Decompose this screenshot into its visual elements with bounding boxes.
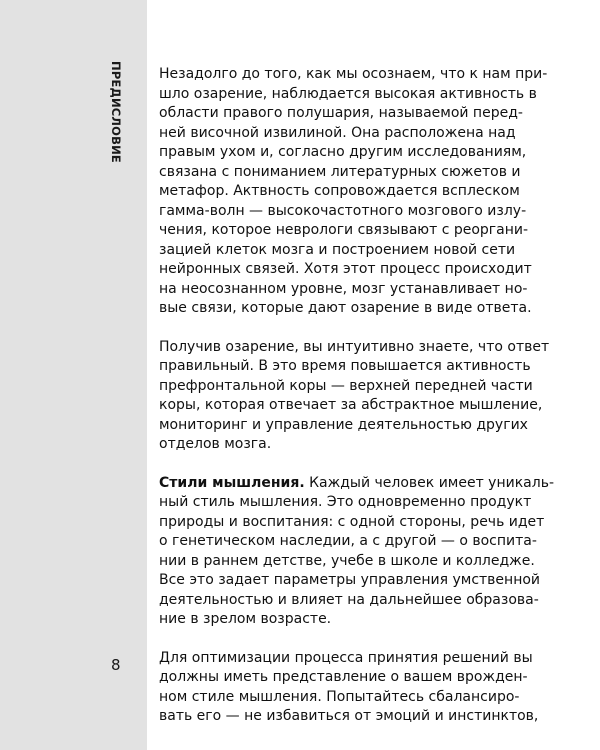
lead-line-rest: Каждый человек имеет уникаль- xyxy=(304,474,555,491)
paragraph-2 xyxy=(159,338,550,455)
text-line: шло озарение, наблюдается высокая активность в xyxy=(159,85,537,102)
text-line: должны иметь представление о вашем врожден- xyxy=(159,669,528,685)
text-line: Получив озарение, вы интуитивно знаете, что ответ xyxy=(159,338,550,355)
sidebar-margin xyxy=(0,0,147,750)
text-line: ном стиле мышления. Попытайтесь сбалансиро- xyxy=(159,688,520,705)
text-line: связана с пониманием литературных сюжетов и xyxy=(159,163,521,180)
section-lead: Стили мышления. xyxy=(159,474,305,491)
page-number: 8 xyxy=(111,656,121,674)
paragraph-1 xyxy=(159,65,548,319)
text-line: нии в раннем детстве, учебе в школе и колледже. xyxy=(159,552,535,569)
running-head xyxy=(109,61,123,163)
text-line: коры, которая отвечает за абстрактное мышление, xyxy=(159,397,543,413)
text-line: мониторинг и управление деятельностью других xyxy=(159,416,528,433)
text-line: Все это задает параметры управления умственной xyxy=(159,572,541,588)
text-line: ние в зрелом возрасте. xyxy=(159,611,332,627)
text-line: префронтальной коры — верхней передней части xyxy=(159,377,533,394)
text-line: области правого полушария, называемой перед- xyxy=(159,105,523,121)
text-line: деятельностью и влияет на дальнейшее образова- xyxy=(159,591,539,608)
text-line: правым ухом и, согласно другим исследованиям, xyxy=(159,144,527,160)
text-line: на неосознанном уровне, мозг устанавливает но- xyxy=(159,280,528,297)
paragraph-3 xyxy=(159,474,555,630)
text-line xyxy=(159,474,555,494)
paragraph-4 xyxy=(159,649,539,727)
running-head-text: ПРЕДИСЛОВИЕ xyxy=(109,61,123,163)
text-line: вые связи, которые дают озарение в виде ответа. xyxy=(159,300,532,316)
page-body xyxy=(159,65,555,727)
text-line: метафор. Актвность сопровождается всплеском xyxy=(159,183,520,199)
text-line: ный стиль мышления. Это одновременно продукт xyxy=(159,494,532,510)
text-line: правильный. В это время повышается активность xyxy=(159,358,531,374)
text-line: вать его — не избавиться от эмоций и инстинктов, xyxy=(159,708,539,724)
text-line: зацией клеток мозга и построением новой сети xyxy=(159,241,516,258)
text-line: природы и воспитания: с одной стороны, речь идет xyxy=(159,513,545,530)
text-line: гамма-волн — высокочастотного мозгового излу- xyxy=(159,202,527,219)
text-line: нейронных связей. Хотя этот процесс происходит xyxy=(159,261,532,277)
text-line: отделов мозга. xyxy=(159,436,272,452)
text-line: о генетическом наследии, а с другой — о воспита- xyxy=(159,533,537,549)
text-line: Незадолго до того, как мы осознаем, что к нам при- xyxy=(159,66,548,82)
text-line: Для оптимизации процесса принятия решений вы xyxy=(159,649,533,666)
text-line: ней височной извилиной. Она расположена над xyxy=(159,124,516,141)
text-line: чения, которое неврологи связывают с реоргани- xyxy=(159,222,529,238)
